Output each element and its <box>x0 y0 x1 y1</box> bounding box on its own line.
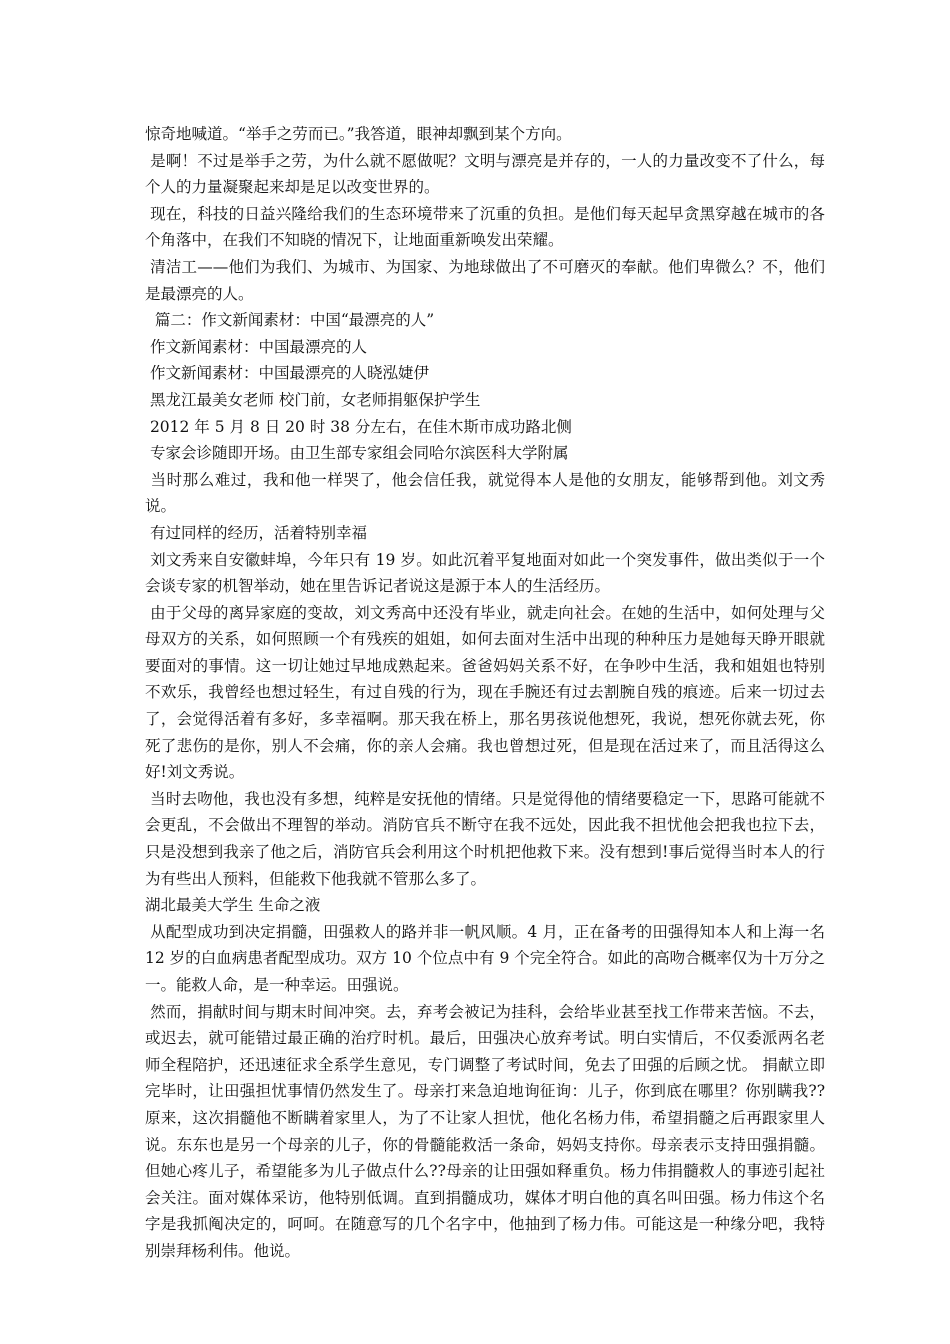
paragraph: 从配型成功到决定捐髓，田强救人的路并非一帆风顺。4 月，正在备考的田强得知本人和上海一名 12 岁的白血病患者配型成功。双方 10 个位点中有 9 个完全符合。如此的高吻合概率仅为十万分之一。能救人命，是一种幸运。田强说。 <box>145 922 830 994</box>
paragraph: 作文新闻素材：中国最漂亮的人晓泓婕伊 <box>145 364 429 383</box>
paragraph: 2012 年 5 月 8 日 20 时 38 分左右，在佳木斯市成功路北侧 <box>145 417 572 436</box>
paragraph: 现在，科技的日益兴隆给我们的生态环境带来了沉重的负担。是他们每天起早贪黑穿越在城市的各个角落中，在我们不知晓的情况下，让地面重新唤发出荣耀。 <box>145 204 825 250</box>
document-page <box>145 121 830 1265</box>
paragraph: 是啊！不过是举手之劳，为什么就不愿做呢？文明与漂亮是并存的，一人的力量改变不了什么，每个人的力量凝聚起来却是足以改变世界的。 <box>145 151 825 197</box>
paragraph: 清洁工——他们为我们、为城市、为国家、为地球做出了不可磨灭的奉献。他们卑微么？不，他们是最漂亮的人。 <box>145 257 825 303</box>
paragraph: 刘文秀来自安徽蚌埠，今年只有 19 岁。如此沉着平复地面对如此一个突发事件，做出类似于一个会谈专家的机智举动，她在里告诉记者说这是源于本人的生活经历。 <box>145 550 825 596</box>
section-heading: 篇二：作文新闻素材：中国“最漂亮的人” <box>145 311 435 330</box>
paragraph: 由于父母的离异家庭的变故，刘文秀高中还没有毕业，就走向社会。在她的生活中，如何处理与父母双方的关系，如何照顾一个有残疾的姐姐，如何去面对生活中出现的种种压力是她每天睁开眼就要面对的事情。这一切让她过早地成熟起来。爸爸妈妈关系不好，在争吵中生活，我和姐姐也特别不欢乐，我曾经也想过轻生，有过自残的行为，现在手腕还有过去割腕自残的痕迹。后来一切过去了，会觉得活着有多好，多幸福啊。那天我在桥上，那名男孩说他想死，我说，想死你就去死，你死了悲伤的是你，别人不会痛，你的亲人会痛。我也曾想过死，但是现在活过来了，而且活得这么好!刘文秀说。 <box>145 603 825 782</box>
subheading: 湖北最美大学生 生命之液 <box>145 896 321 915</box>
subheading: 有过同样的经历，活着特别幸福 <box>145 523 367 542</box>
paragraph: 惊奇地喊道。“举手之劳而已。”我答道，眼神却飘到某个方向。 <box>145 125 572 143</box>
paragraph: 当时去吻他，我也没有多想，纯粹是安抚他的情绪。只是觉得他的情绪要稳定一下，思路可能就不会更乱，不会做出不理智的举动。消防官兵不断守在我不远处，因此我不担忧他会把我也拉下去，只是没想到我亲了他之后，消防官兵会利用这个时机把他救下来。没有想到!事后觉得当时本人的行为有些出人预料，但能救下他我就不管那么多了。 <box>145 789 825 888</box>
paragraph: 专家会诊随即开场。由卫生部专家组会同哈尔滨医科大学附属 <box>145 444 569 463</box>
paragraph: 然而，捐献时间与期末时间冲突。去，弃考会被记为挂科，会给毕业甚至找工作带来苦恼。不去，或迟去，就可能错过最正确的治疗时机。最后，田强决心放弃考试。明白实情后，不仅委派两名老师全程陪护，还迅速征求全系学生意见，专门调整了考试时间，免去了田强的后顾之忧。 捐献立即完毕时，让田强担忧事情仍然发生了。母亲打来急迫地询征询：儿子，你到底在哪里？你别瞒我??原来，这次捐髓他不断瞒着家里人，为了不让家人担忧，他化名杨力伟，希望捐髓之后再跟家里人说。东东也是另一个母亲的儿子，你的骨髓能救活一条命，妈妈支持你。母亲表示支持田强捐髓。但她心疼儿子，希望能多为儿子做点什么??母亲的让田强如释重负。杨力伟捐髓救人的事迹引起社会关注。面对媒体采访，他特别低调。直到捐髓成功，媒体才明白他的真名叫田强。杨力伟这个名字是我抓阄决定的，呵呵。在随意写的几个名字中，他抽到了杨力伟。可能这是一种缘分吧，我特别崇拜杨利伟。他说。 <box>145 1002 825 1260</box>
subheading: 黑龙江最美女老师 校门前，女老师捐躯保护学生 <box>145 390 481 409</box>
paragraph: 当时那么难过，我和他一样哭了，他会信任我，就觉得本人是他的女朋友，能够帮到他。刘文秀说。 <box>145 470 825 516</box>
paragraph: 作文新闻素材：中国最漂亮的人 <box>145 337 367 356</box>
